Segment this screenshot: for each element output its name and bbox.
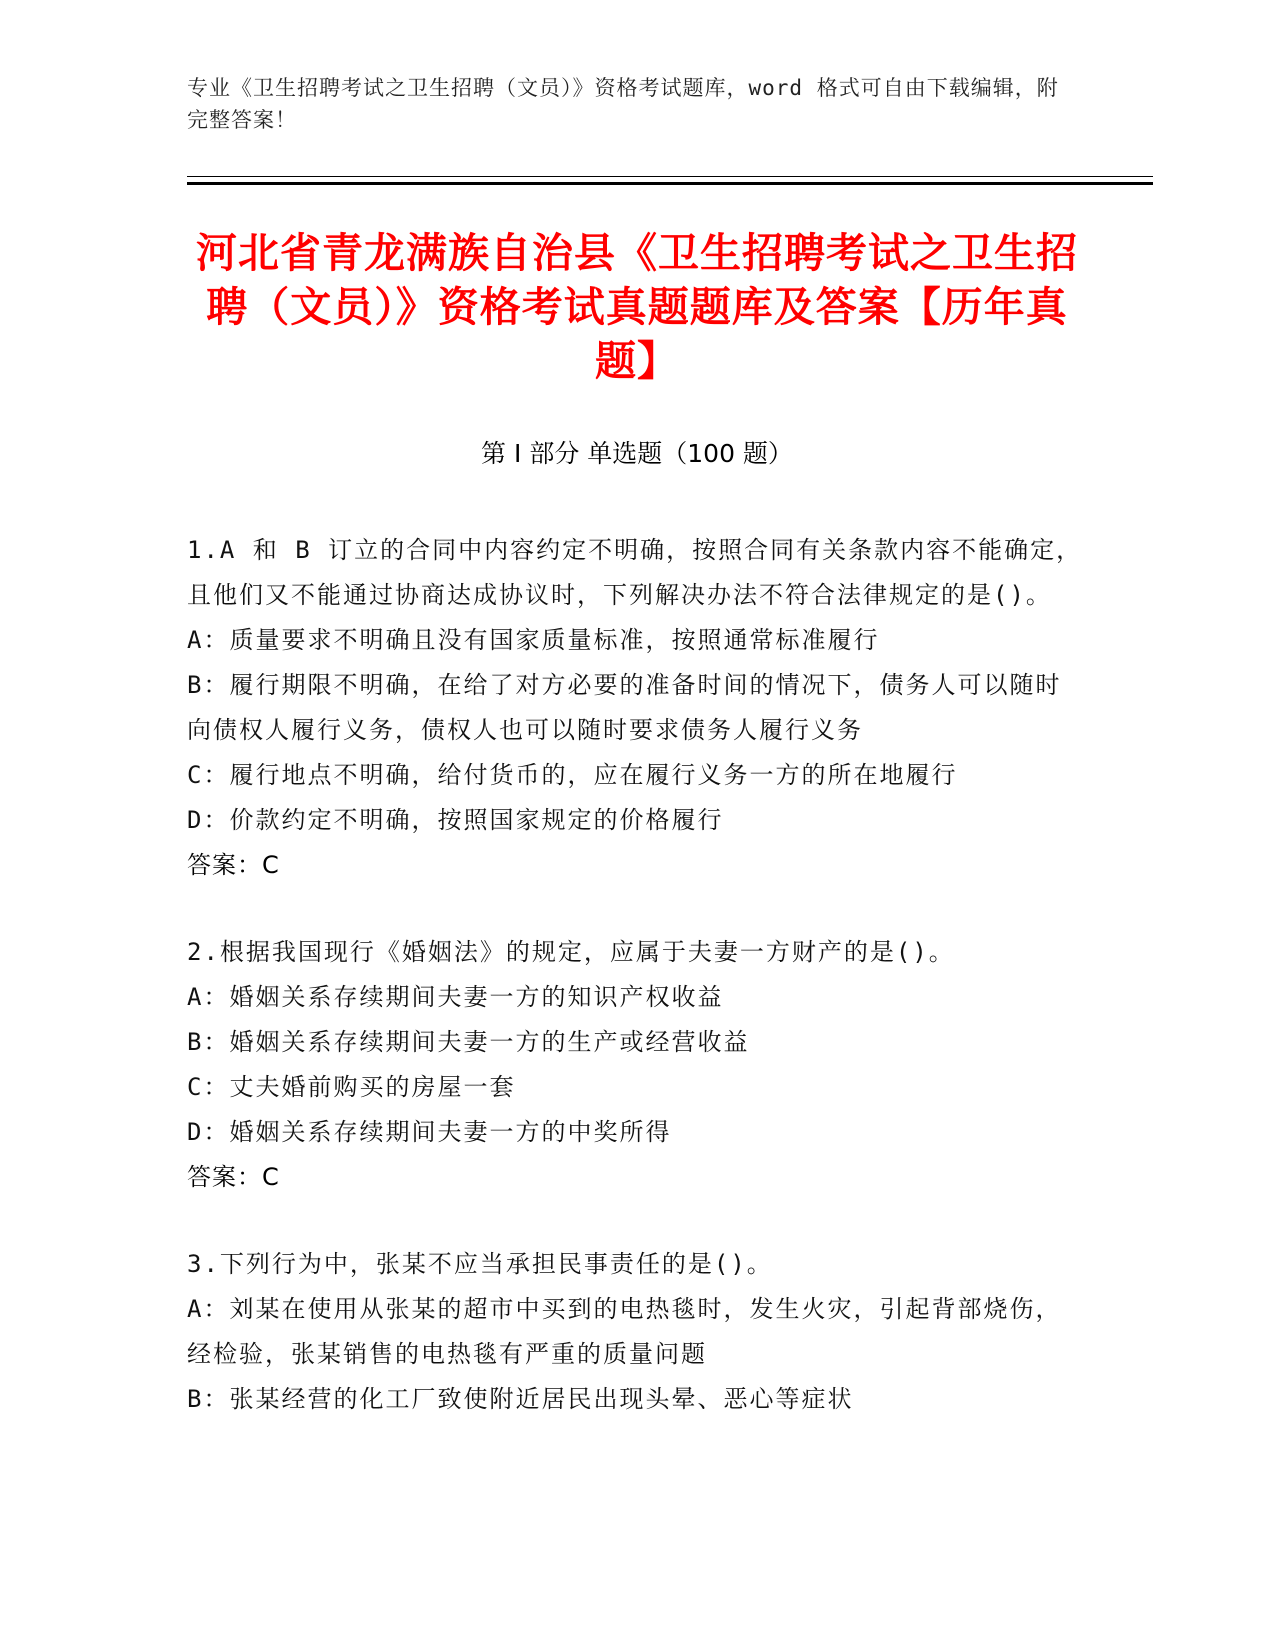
option-a: A：质量要求不明确且没有国家质量标准，按照通常标准履行: [187, 626, 880, 654]
question-1: [187, 528, 1087, 888]
header-divider-thin: [187, 176, 1153, 177]
answer: 答案：C: [187, 1163, 280, 1191]
option-c: C：丈夫婚前购买的房屋一套: [187, 1073, 516, 1101]
option-c: C：履行地点不明确，给付货币的，应在履行义务一方的所在地履行: [187, 761, 958, 789]
option-a: A：刘某在使用从张某的超市中买到的电热毯时，发生火灾，引起背部烧伤，经检验，张某销售的电热毯有严重的质量问题: [187, 1295, 1062, 1368]
option-a: A：婚姻关系存续期间夫妻一方的知识产权收益: [187, 983, 724, 1011]
question-stem: 3.下列行为中，张某不应当承担民事责任的是()。: [187, 1250, 773, 1278]
option-d: D：婚姻关系存续期间夫妻一方的中奖所得: [187, 1118, 672, 1146]
document-title: 河北省青龙满族自治县《卫生招聘考试之卫生招聘（文员）》资格考试真题题库及答案【历年真题】: [196, 229, 1078, 385]
option-b: B：张某经营的化工厂致使附近居民出现头晕、恶心等症状: [187, 1385, 854, 1413]
answer: 答案：C: [187, 851, 280, 879]
header-divider-thick: [187, 182, 1153, 185]
question-list: [187, 528, 1087, 1464]
option-b: B：婚姻关系存续期间夫妻一方的生产或经营收益: [187, 1028, 750, 1056]
section-title: 第 I 部分 单选题（100 题）: [481, 439, 793, 468]
option-d: D：价款约定不明确，按照国家规定的价格履行: [187, 806, 724, 834]
question-stem: 1.A 和 B 订立的合同中内容约定不明确，按照合同有关条款内容不能确定，且他们又不能通过协商达成协议时，下列解决办法不符合法律规定的是()。: [187, 536, 1083, 609]
question-2: [187, 930, 1087, 1200]
question-3: [187, 1242, 1087, 1422]
option-b: B：履行期限不明确，在给了对方必要的准备时间的情况下，债务人可以随时向债权人履行义务，债权人也可以随时要求债务人履行义务: [187, 671, 1062, 744]
header-note: 专业《卫生招聘考试之卫生招聘（文员）》资格考试题库，word 格式可自由下载编辑，附完整答案！: [187, 76, 1059, 132]
question-stem: 2.根据我国现行《婚姻法》的规定，应属于夫妻一方财产的是()。: [187, 938, 955, 966]
